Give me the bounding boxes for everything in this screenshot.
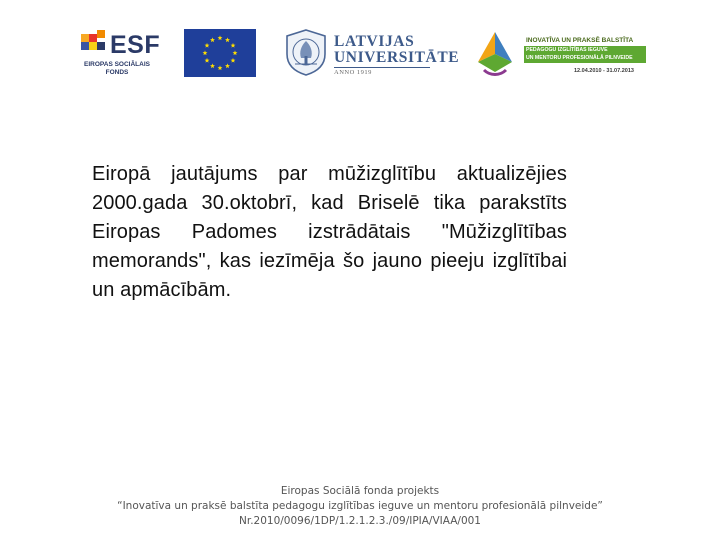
esf-logo [80,28,160,84]
esf-subtitle-line1: EIROPAS SOCIĀLAIS [84,61,150,68]
esf-subtitle-line2: FONDS [105,69,129,76]
university-founded: ANNO 1919 [334,69,372,76]
university-name [334,34,459,66]
project-mark-icon [470,28,520,78]
logo-bar [0,26,720,86]
esf-mark-icon [80,30,106,56]
project-dates: 12.04.2010 - 31.07.2013 [574,68,634,74]
university-divider [334,67,430,68]
project-band-line2: UN MENTORU PROFESIONĀLĀ PILNVEIDE [526,54,633,61]
main-paragraph: Eiropā jautājums par mūžizglītību aktualizējies 2000.gada 30.oktobrī, kad Briselē tika parakstīts Eiropas Padomes izstrādātais "Mūžizglītības memorands", kas iezīmēja šo jauno pieeju izglītībai un apmācībām. [92,163,567,301]
eu-flag-icon [184,29,256,77]
university-name-line1: LATVIJAS [334,33,415,50]
university-name-line2: UNIVERSITĀTE [334,49,460,66]
project-band-line1: PEDAGOGU IZGLĪTĪBAS IEGUVE [526,47,608,53]
university-seal-icon [283,28,329,76]
esf-wordmark: ESF [110,31,161,59]
esf-subtitle [80,61,154,77]
project-band [524,46,646,63]
footer-line1: Eiropas Sociālā fonda projekts [280,485,440,497]
project-band-text [526,47,633,62]
university-logo [283,26,460,82]
project-logo [470,28,650,84]
project-title: INOVATĪVA UN PRAKSĒ BALSTĪTA [526,37,634,44]
footer-line3: Nr.2010/0096/1DP/1.2.1.2.3./09/IPIA/VIAA/001 [239,515,481,527]
footer [0,484,720,529]
footer-line2: “Inovatīva un praksē balstīta pedagogu izglītības ieguve un mentoru profesionālā pilnveide” [117,500,603,512]
